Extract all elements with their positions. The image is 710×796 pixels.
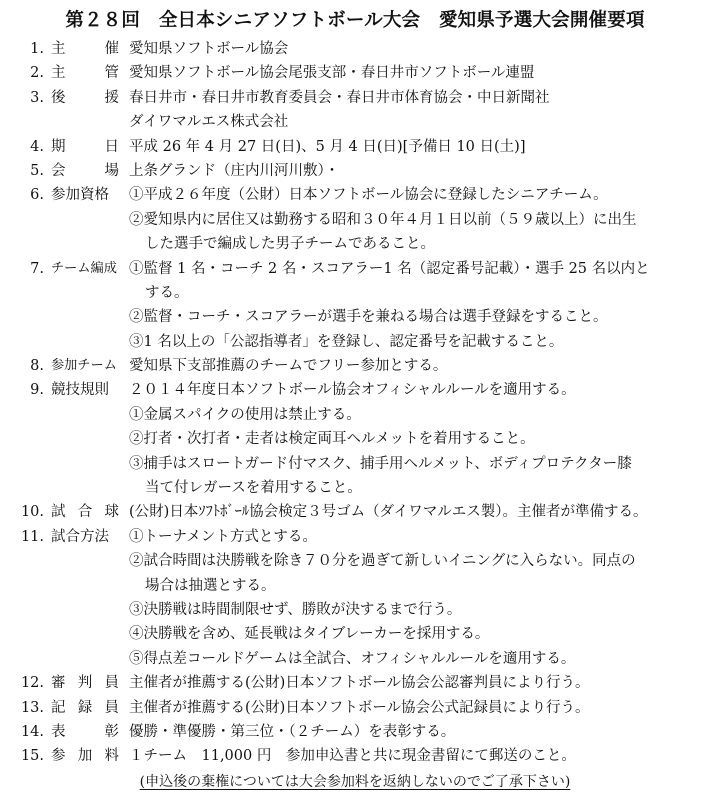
- item-content: [129, 135, 710, 159]
- item-number: 9.: [30, 382, 44, 399]
- item-line: ④決勝戦を含め、延長戦はタイブレーカーを採用する。: [129, 626, 490, 643]
- item-line: 上条グランド（庄内川河川敷）・: [129, 162, 340, 179]
- item-number: 14.: [20, 723, 44, 740]
- item-line: ①トーナメント方式とする。: [129, 528, 317, 545]
- item-line: 当て付レガースを着用すること。: [145, 480, 362, 497]
- item-number: 3.: [30, 89, 44, 106]
- item-number: 15.: [20, 748, 44, 765]
- item-content: [129, 257, 710, 355]
- item-number: 11.: [20, 528, 44, 545]
- item-line: ②試合時間は決勝戦を除き７０分を過ぎて新しいイニングに入らない。同点の: [129, 553, 636, 570]
- item-number: 5.: [30, 162, 44, 179]
- item-label: 参 加 料: [51, 748, 119, 765]
- list-item: [0, 61, 710, 85]
- item-content: [129, 86, 710, 135]
- item-content: [129, 500, 710, 524]
- item-label: チーム編成: [51, 260, 117, 276]
- item-label: 試合方法: [51, 528, 109, 545]
- item-label: 参加資格: [51, 187, 109, 204]
- item-label: 期 日: [51, 138, 119, 155]
- item-number: 12.: [20, 675, 44, 692]
- item-number: 13.: [20, 699, 44, 716]
- item-number: 10.: [20, 504, 44, 521]
- item-line: する。: [145, 284, 189, 301]
- item-label: 審 判 員: [51, 675, 119, 692]
- item-content: [129, 37, 710, 61]
- list-item: [0, 159, 710, 183]
- item-label: 主 催: [51, 41, 119, 57]
- list-item: [0, 183, 710, 256]
- item-content: [129, 183, 710, 256]
- item-line: ２０１４年度日本ソフトボール協会オフィシャルルールを適用する。: [129, 382, 576, 399]
- item-line: 主催者が推薦する(公財)日本ソフトボール協会公認審判員により行う。: [129, 675, 590, 692]
- list-item: [0, 671, 710, 695]
- item-number: 8.: [30, 358, 44, 375]
- item-line: 場合は抽選とする。: [145, 577, 276, 594]
- item-line: ①監督 1 名・コーチ 2 名・スコアラー1 名（認定番号記載）・選手 25 名以内と: [129, 260, 650, 277]
- list-item: [0, 37, 710, 61]
- item-line: ⑤得点差コールドゲームは全試合、オフィシャルルールを適用する。: [129, 650, 576, 667]
- list-item: [0, 135, 710, 159]
- item-number: 2.: [30, 65, 44, 82]
- item-line: ダイワマルエス株式会社: [129, 114, 289, 131]
- item-content: [129, 61, 710, 85]
- item-line: 主催者が推薦する(公財)日本ソフトボール協会公式記録員により行う。: [129, 699, 590, 716]
- item-label: 参加チーム: [51, 358, 117, 374]
- item-content: [129, 525, 710, 671]
- list-item: [0, 257, 710, 355]
- list-item: [0, 744, 710, 768]
- document-title: 第２８回 全日本シニアソフトボール大会 愛知県予選大会開催要項: [65, 10, 645, 31]
- item-label: 主 管: [51, 65, 119, 82]
- item-line: １チーム 11,000 円 参加申込書と共に現金書留にて郵送のこと。: [129, 748, 576, 765]
- item-number: 6.: [30, 187, 44, 204]
- item-label: 表 彰: [51, 723, 119, 740]
- item-line: ①平成２６年度（公財）日本ソフトボール協会に登録したシニアチーム。: [129, 187, 608, 204]
- cancellation-note: [0, 771, 710, 793]
- item-line: ②監督・コーチ・スコアラーが選手を兼ねる場合は選手登録をすること。: [129, 309, 608, 326]
- item-line: ③決勝戦は時間制限せず、勝敗が決するまで行う。: [129, 601, 462, 618]
- item-line: ③捕手はスロートガード付マスク、捕手用ヘルメット、ボディプロテクター膝: [129, 455, 632, 472]
- item-line: ②打者・次打者・走者は検定両耳ヘルメットを着用すること。: [129, 431, 535, 448]
- list-item: [0, 720, 710, 744]
- item-line: ③1 名以上の「公認指導者」を登録し、認定番号を記載すること。: [129, 333, 564, 350]
- item-content: [129, 378, 710, 500]
- item-label: 会 場: [51, 162, 119, 179]
- item-number: 7.: [30, 260, 44, 277]
- item-line: 優勝・準優勝・第三位・（２チーム）を表彰する。: [129, 723, 456, 740]
- item-label: 記 録 員: [51, 699, 119, 716]
- item-line: した選手で編成した男子チームであること。: [145, 236, 435, 253]
- list-item: [0, 696, 710, 720]
- item-number: 1.: [30, 41, 44, 57]
- item-line: 春日井市・春日井市教育委員会・春日井市体育協会・中日新聞社: [129, 89, 550, 106]
- item-content: [129, 671, 710, 695]
- item-line: (公財)日本ｿﾌﾄﾎﾞｰﾙ協会検定３号ゴム（ダイワマルエス製）。主催者が準備する。: [129, 504, 648, 521]
- item-label: 試 合 球: [51, 504, 119, 521]
- list-item: [0, 86, 710, 135]
- cancellation-note-text: (申込後の棄権については大会参加料を返納しないのでご了承下さい): [139, 774, 571, 790]
- item-line: ②愛知県内に居住又は勤務する昭和３０年４月１日以前（５９歳以上）に出生: [129, 211, 637, 228]
- item-line: 愛知県ソフトボール協会尾張支部・春日井市ソフトボール連盟: [129, 65, 535, 82]
- item-line: 平成 26 年 4 月 27 日(日)、5 月 4 日(日)[予備日 10 日(土)]: [129, 138, 526, 155]
- item-line: 愛知県下支部推薦のチームでフリー参加とする。: [129, 358, 448, 375]
- item-content: [129, 696, 710, 720]
- list-item: [0, 354, 710, 378]
- list-item: [0, 525, 710, 671]
- item-content: [129, 720, 710, 744]
- item-label: 後 援: [51, 89, 119, 106]
- item-label: 競技規則: [51, 382, 109, 399]
- item-content: [129, 159, 710, 183]
- item-line: ①金属スパイクの使用は禁止する。: [129, 406, 361, 423]
- item-line: 愛知県ソフトボール協会: [129, 41, 289, 57]
- requirements-list: [0, 37, 710, 769]
- item-number: 4.: [30, 138, 44, 155]
- list-item: [0, 500, 710, 524]
- item-content: [129, 354, 710, 378]
- item-content: [129, 744, 710, 768]
- list-item: [0, 378, 710, 500]
